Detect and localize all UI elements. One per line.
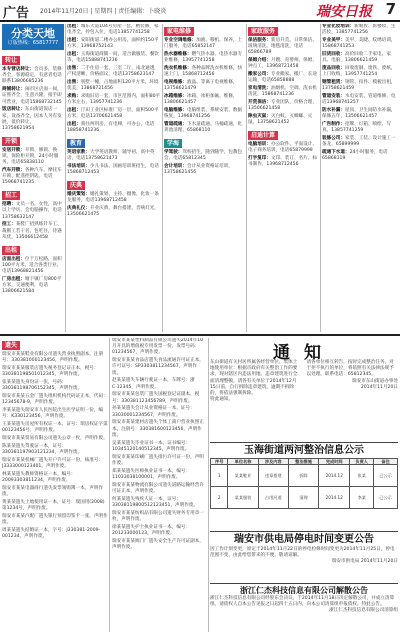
classified-column-4 <box>248 24 319 332</box>
list-item: 庆典礼仪：开业庆典、舞台搭建、音响灯光，13506621475 <box>67 206 159 218</box>
lost-notice: 陈某某遗失驾驶证一本，证号：330381197903121234，声明作废。 <box>2 443 83 455</box>
list-item: 开荒保洁：专业团队，价格合理，13506621458 <box>248 100 317 112</box>
lost-notice: 瑞安市某某建材店遗失个体工商户营业执照正本，注册号：330381600123456，声明作废。 <box>112 420 204 438</box>
column-divider <box>246 24 247 332</box>
list-item: 厂房出租：塘下镇厂房800平方米，交通便利，电话13806621584 <box>2 276 62 295</box>
classified-column-1 <box>2 24 64 332</box>
dissolution-signature: 浙江仁杰科技信息有限公司清算组 <box>329 608 398 614</box>
column-divider <box>109 338 110 632</box>
lost-notice: 瑞安市某某印刷厂遗失排污许可证一份，声明作废。 <box>112 454 204 466</box>
list-item: 商铺转让：闹市区店面一间，证照齐全，生意兴隆，接手即可营业，电话15868732145 <box>2 87 62 105</box>
page-header <box>0 0 400 22</box>
list-item: 专业化妆培训：新娘妆、影楼妆、生活妆，13857741256 <box>322 24 396 36</box>
power-outage-notice <box>210 530 398 580</box>
list-item: 招聘：文员一名，女性，高中以上学历，会电脑操作，电话13758632147 <box>2 202 62 220</box>
list-item: 装修公司：家装、工装、设计施工一条龙，65899999 <box>322 136 396 148</box>
list-item: 广告制作：招牌、灯箱、喷绘、写真，13857741259 <box>322 122 391 134</box>
notice-body <box>210 360 398 403</box>
table-header: 完成时间 <box>319 459 350 465</box>
list-item: 旧货回收：高价回收二手家电、家具、电脑，13806621459 <box>322 52 391 64</box>
list-item: 出租：安阳街道二楼办公用房，面积约150平方米，13968752143 <box>67 38 159 50</box>
lost-notice: 瑞安市某某汽配厂遗失银行预留印鉴卡一张，声明作废。 <box>2 513 108 525</box>
lost-notice: 郑某某遗失医师执业证书一本，编号：11033038100001，声明作废。 <box>112 468 191 480</box>
list-item: 专业空调维修：加液、移机、保养，上门服务，电话65852147 <box>164 38 243 50</box>
section-head-appliance-repair: 家电维修 <box>164 27 194 36</box>
lost-notice: 李某某遗失瑞安市人民医院出生医学证明一份，编号：K330123456，声明作废。 <box>2 408 104 420</box>
list-item: 除虫灭鼠：灭白蚁、灭蟑螂、灭鼠，13758621452 <box>248 114 313 126</box>
list-item: 搬家公司：专业搬家、搬厂、长途运输，电话65858888 <box>248 72 317 84</box>
power-outage-text: 因工作计划变更，原定于2014年11月22日的停电检修时间变更为2014年11月25日，停电范围不变。由此给您带来的不便，敬请谅解。 <box>210 547 395 559</box>
section-head-study: 学海 <box>164 139 182 148</box>
table-header: 单位名称 <box>228 459 258 465</box>
masthead: 瑞安日报 <box>316 4 372 20</box>
dissolution-text: 浙江仁杰科技信息有限公司经股东会决议，于2014年11月18日决定解散公司，并成立清算组。请债权人自本公告见报之日起四十五日内，向本公司清算组申报债权。特此公告。 <box>210 596 395 608</box>
list-item: 招工：某鞋厂招熟练针车工、裁断工若干名，包吃住，待遇从优，13506612458 <box>2 222 62 240</box>
list-item: 保洁服务：新房开荒、日常保洁、玻璃清洗、地毯清洗，电话65866789 <box>248 38 317 56</box>
list-item: 保姆介绍：月嫂、育婴师、保姆、钟点工，13968721458 <box>248 58 317 70</box>
classified-column-3 <box>164 24 245 332</box>
list-item: 电脑维修：电脑组装、系统安装、数据恢复，13968741256 <box>164 108 243 120</box>
lost-notice: 赵某某遗失车辆行驶证一本，车牌号：浙C·12345，声明作废。 <box>112 378 195 390</box>
section-head-rental: 出租 <box>2 246 20 255</box>
section-head-housekeeping: 家政服务 <box>248 27 278 36</box>
list-item: 打字复印：文印、装订、名片、标书制作，13968712456 <box>248 156 317 168</box>
list-item: 出租：商住两用房，有电梯，可办公，电话18858741236 <box>67 122 155 134</box>
page-number: 7 <box>385 0 396 18</box>
list-item: 洗衣机维修：各种品牌洗衣机维修，快速上门，15868712456 <box>164 66 243 78</box>
lost-notice: 孙某某遗失会计从业资格证一本，证号：33030001234567，声明作废。 <box>112 406 195 418</box>
lost-notice: 瑞安市某某服装店遗失税务登记证正本，税号：330381198501012345，声明作废。 <box>2 366 99 378</box>
lost-notice: 瑞安市某某阀门厂遗失安全生产许可证副本，声明作废。 <box>112 538 204 550</box>
notice-block <box>210 338 398 438</box>
column-divider <box>208 338 209 632</box>
list-item: 废品回收：回收废铜、废铁、废纸，上门收购，13957741254 <box>322 66 396 78</box>
lost-notice: 瑞安市某某机械厂遗失开户许可证一份，核准号：J3333000123401，声明作废。 <box>2 457 104 469</box>
notice-paragraph: 特此通知。 <box>210 397 233 403</box>
list-item: 饭店转让：东山街道饭店一家，设备齐全，因本人另有发展，低价转让，13758621954 <box>2 107 62 132</box>
section-head-celebration: 庆典 <box>67 181 85 190</box>
lost-notice: 周某某遗失结婚证一本，字号：J330381-2009-001234，声明作废。 <box>2 527 101 539</box>
list-item: 店面出租：位于万松路，面积100平方米，适合各类行业，电话13968821456 <box>2 256 62 275</box>
lost-notice: 王某某遗失房屋所有权证一本，证号：瑞房权证字第00123456号，声明作废。 <box>2 422 108 434</box>
lost-notice: 瑞安市某某食品店遗失食品流通许可证正本，许可证号：SP3303811234567，声明作废。 <box>112 358 204 376</box>
lost-notice: 瑞安市某某五金厂遗失组织机构代码证正本，代码：12345678-9，声明作废。 <box>2 394 108 406</box>
list-item: 防水补漏：屋顶、卫生间防水补漏，保修五年，13506621457 <box>322 108 396 120</box>
table-header: 负责人 <box>350 459 374 465</box>
lost-notices-column-2 <box>112 338 206 632</box>
table-header: 序号 <box>211 459 228 465</box>
lost-notice: 何某某遗失残疾人证一本，证号：33038119800512123451，声明作废。 <box>112 496 199 508</box>
lost-notice: 瑞安市某某包装厂遗失国税登记证副本，税号：330381123456789，声明作废。 <box>112 392 200 404</box>
brand-title: 分类天地 <box>11 27 55 40</box>
notice-paragraph: 请各单位相互转告，按时完成整治任务。对于拒不执行的单位，将依照有关法律法规予以处理。联系电话：65812345。 <box>306 360 394 378</box>
list-item: 出租：汀田工业区标准厂房一层，面积500平方米，电话13706621458 <box>67 108 159 120</box>
dissolution-title: 浙江仁杰科技信息有限公司解散公告 <box>240 586 368 595</box>
lost-notice: 黄某某遗失土地使用证一本，证号：瑞国用(2008)第1234号，声明作废。 <box>2 499 105 511</box>
issue-meta: 2014年11月20日 | 星期四 | 责任编辑：卜晓炎 <box>40 8 167 15</box>
lost-notice: 吴某某遗失毕业证书一本，证书编号：10345120140512345，声明作废。 <box>112 440 191 452</box>
section-head-computing: 启迪计算 <box>248 131 278 140</box>
list-item: 出租：玉海街道商铺一间，适合做服装、餐饮等，电话15888741236 <box>67 52 159 64</box>
list-item: 管道疏通：下水道疏通、马桶疏通，化粪池清理，65868110 <box>164 122 243 134</box>
lost-notice: 张某某遗失身份证一张，号码：330381198706152345，声明作废。 <box>2 380 83 392</box>
lost-notice: 瑞安市某某贸易有限公司遗失公章一枚，声明作废。 <box>2 436 108 441</box>
list-item: 求购：求购旧房一套，市区范围内，面积80平方米左右，13957741236 <box>67 94 161 106</box>
list-item: 婚庆策划：婚礼策划、主持、摄像、化妆一条龙服务，电话13968712458 <box>67 192 159 204</box>
notice-title: 通知 <box>273 343 335 363</box>
section-head-lost: 遗失 <box>2 341 20 350</box>
lost-notice: 徐某某遗失护士执业证书一本，编号：201233000123，声明作废。 <box>112 524 191 536</box>
section-head-unlock: 开锁 <box>2 137 20 146</box>
lost-notice: 瑞安市某某物流有限公司遗失道路运输经营许可证正本，声明作废。 <box>112 482 204 494</box>
list-item: 英语家教：大学英语教师，辅导初、高中英语，电话13758621473 <box>67 150 155 162</box>
rectification-table <box>210 458 398 509</box>
list-item: 家电清洗：油烟机、空调、洗衣机清洗，15868741236 <box>248 86 317 98</box>
section-head-transfer: 转让 <box>2 56 20 65</box>
brand-phone: 订版热线：65817777 <box>7 40 59 46</box>
section-divider <box>0 334 400 336</box>
lost-notices-column-1 <box>2 338 108 632</box>
list-item: 出售：二手住房一套，三室二厅，南北通透，产权清晰，价格面议，电话13758623147 <box>67 66 159 78</box>
power-outage-title: 瑞安市供电局停电时间变更公告 <box>234 534 374 545</box>
section-head-hiring: 招工 <box>2 191 20 200</box>
power-outage-signature: 瑞安市供电局 2014年11月20日 <box>331 559 398 565</box>
dissolution-notice <box>210 582 398 632</box>
list-item: 会计培训：会计从业资格证培训，13758621456 <box>164 164 233 176</box>
rectification-title: 玉海街道两河整治信息公示 <box>244 445 364 456</box>
list-item: 书法培训：少儿书法、国画培训班招生，电话15868712453 <box>67 164 159 176</box>
list-item: 学驾驶：驾校招生，随到随学，包教包会，电话65812345 <box>164 150 243 162</box>
list-item: 热水器维修：燃气热水器、电热水器专业维修，13957741258 <box>164 52 243 64</box>
lost-notice: 瑞安市某某鞋业有限公司遗失营业执照副本，注册号：330381000123456，声明作废。 <box>2 352 104 364</box>
list-item: 安居开锁：开锁、修锁、换锁、保险柜开锁，24小时服务，电话65838110 <box>2 147 59 166</box>
notice-signature: 瑞安市东山街道办事处 <box>352 378 398 384</box>
brand-box <box>2 24 64 50</box>
list-item: 本专营店转让：会员多，装修齐全，客源稳定，有意者电话联系13806685236 <box>2 67 62 85</box>
table-row: 1 某某鞋业 违章搭建 拆除 2014.12 张某 已公示 <box>211 465 398 487</box>
classified-column-2 <box>67 24 161 332</box>
column-divider <box>65 24 66 332</box>
list-item: 专业美甲：美甲、美睫、纹绣培训，15868741253 <box>322 38 396 50</box>
table-header: 涉及内容 <box>258 459 288 465</box>
notice-paragraph: 东山街道有关村居所属各经营单位、集体土地使用单位：根据市政府有关整治工作的要求，现对辖区内违法用地、违章建筑进行全面清理整顿。请各有关单位于2014年12月15日前，自行拆除违章建筑，逾期不拆除的，将依法强制拆除。 <box>210 360 298 397</box>
rectification-notice <box>210 441 398 528</box>
list-item: 出租：城东大道104号房屋一套，精装修，家电齐全，拎包入住，电话13857741258 <box>67 24 159 36</box>
table-header: 备注 <box>374 459 398 465</box>
table-row: 2 某某服装 占用河道 清理 2014.12 李某 已公示 <box>211 487 398 509</box>
column-divider <box>320 24 321 332</box>
notice-date: 2014年11月20日 <box>360 384 398 390</box>
list-item: 钢管租赁：钢管、扣件、模板出租，13758621459 <box>322 80 396 92</box>
list-item: 冰箱维修：冰箱、冰柜加氟、维修，13806621457 <box>164 94 238 106</box>
lost-notice: 瑞安市某某电器商行遗失发票领购簿一本，声明作废。 <box>2 485 104 497</box>
section-head-education: 教育 <box>67 139 85 148</box>
list-item: 管道安装：水电安装、管道维修，电话13968741257 <box>322 94 396 106</box>
lost-notice: 瑞安市某某纺织品有限公司遗失财务专用章一枚，声明作废。 <box>112 510 204 522</box>
column-divider <box>162 24 163 332</box>
section-name: 广告 <box>3 6 30 21</box>
list-item: 出售：别墅一幢，占地面积120平方米，环境优美，13868721456 <box>67 80 159 92</box>
list-item: 汽车开锁：各种汽车、摩托车开锁、配遥控钥匙，电话15968741235 <box>2 168 62 186</box>
list-item: 电视维修：液晶、等离子电视维修，13758621479 <box>164 80 238 92</box>
table-header: 整治措施 <box>288 459 318 465</box>
list-item: 疏通下水道：24小时服务，电话65868119 <box>322 150 388 162</box>
lost-notice: 瑞安市某某塑料制品有限公司遗失2014年10月开具的增值税专用发票一份，发票号码：01234567，声明作废。 <box>112 338 204 356</box>
lost-notice: 林某某遗失教师资格证一本，编号：20093303811234，声明作废。 <box>2 471 76 483</box>
classified-column-5 <box>322 24 398 332</box>
list-item: 电脑培训：办公软件、平面设计、电子商务培训，电话65879999 <box>248 142 317 154</box>
